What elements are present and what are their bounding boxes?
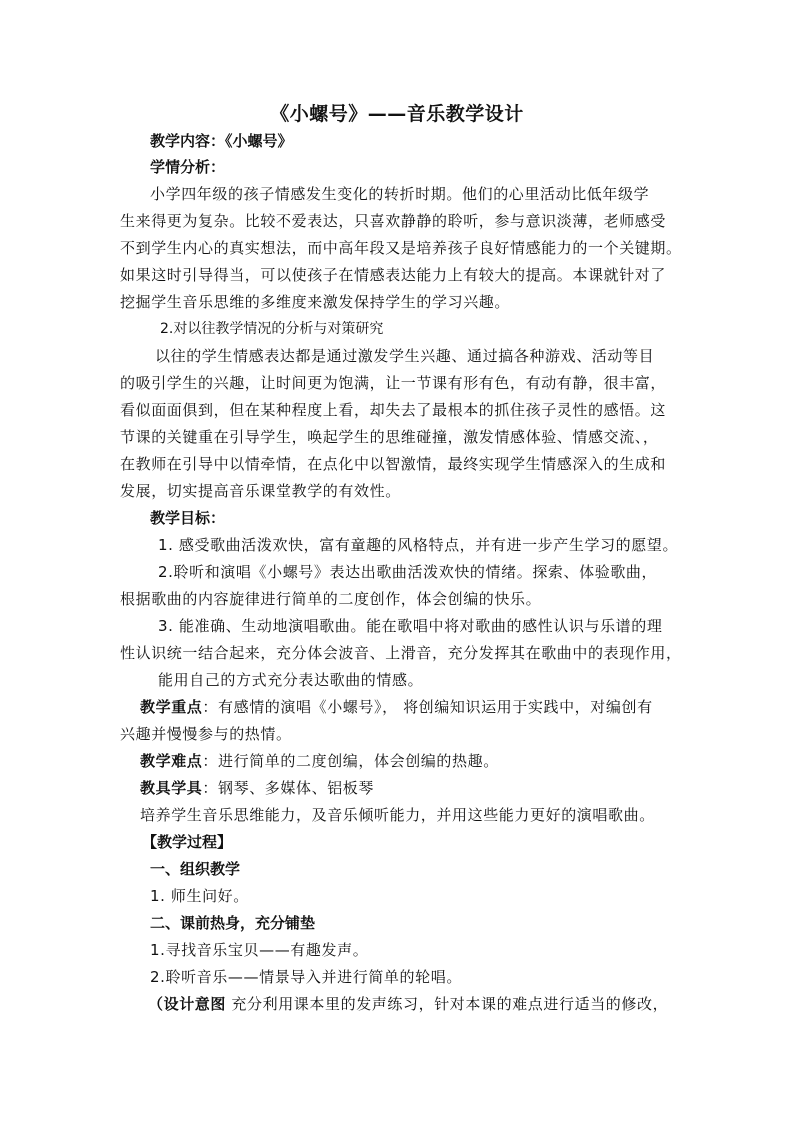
difficulty-line [140,751,499,771]
content-label: 教学内容： [150,132,226,150]
goal-item: 能用自己的方式充分表达歌曲的情感。 [158,671,424,689]
goals-heading: 教学目标： [150,509,226,527]
analysis-p1-line: 生来得更为复杂。比较不爱表达，只喜欢静静的聆听，参与意识淡薄，老师感受 [120,212,667,230]
process-step: 2.聆听音乐——情景导入并进行简单的轮唱。 [150,968,462,986]
analysis-p2-line: 在教师在引导中以情牵情，在点化中以智激情，最终实现学生情感深入的生成和 [120,455,667,473]
analysis-p2-line: 节课的关键重在引导学生，唤起学生的思维碰撞，激发情感体验、情感交流、， [120,428,659,446]
key-point-text: ：有感情的演唱《小螺号》， 将创编知识运用于实践中，对编创有 [202,698,653,716]
content-value: 《小螺号》 [225,132,293,150]
difficulty-text: ：进行简单的二度创编，体会创编的热趣。 [202,752,499,770]
analysis-p1-line: 不到学生内心的真实想法，而中高年段又是培养孩子良好情感能力的一个关键期。 [120,239,682,257]
content-line [150,131,293,151]
key-point-line: 兴趣并慢慢参与的热情。 [120,725,292,743]
analysis-heading: 学情分析： [150,158,226,176]
goal-item: 2.聆听和演唱《小螺号》表达出歌曲活泼欢快的情绪。探索、体验歌曲， [158,563,658,581]
analysis-p1-line: 挖掘学生音乐思维的多维度来激发保持学生的学习兴趣。 [120,293,511,311]
analysis-p2-line: 以往的学生情感表达都是通过激发学生兴趣、通过搞各种游戏、活动等目 [155,347,655,365]
process-heading: 【教学过程】 [142,833,233,851]
analysis-p2-line: 看似面面俱到，但在某种程度上看，却失去了最根本的抓住孩子灵性的感悟。这 [120,401,667,419]
tools-text: ：钢琴、多媒体、铝板琴 [202,779,375,797]
analysis-p1-line: 小学四年级的孩子情感发生变化的转折时期。他们的心里活动比低年级学 [150,185,650,203]
tools-line [140,778,374,798]
analysis-subheading: 2.对以往教学情况的分析与对策研究 [160,321,384,337]
key-point-label: 教学重点 [140,698,203,716]
goal-item: 根据歌曲的内容旋律进行简单的二度创作，体会创编的快乐。 [120,590,542,608]
difficulty-label: 教学难点 [140,752,203,770]
design-intent-text: 充分利用课本里的发声练习，针对本课的难点进行适当的修改， [231,995,669,1013]
goal-item: 3. 能准确、生动地演唱歌曲。能在歌唱中将对歌曲的感性认识与乐谱的理 [158,617,663,635]
goal-item: 1. 感受歌曲活泼欢快，富有童趣的风格特点，并有进一步产生学习的愿望。 [158,536,679,554]
analysis-p2-line: 的吸引学生的兴趣，让时间更为饱满，让一节课有形有色，有动有静，很丰富， [120,374,667,392]
design-intent-line [148,994,668,1014]
design-intent-label: （设计意图 [148,995,227,1013]
key-point-line [140,697,653,717]
goal-item: 性认识统一结合起来，充分体会波音、上滑音，充分发挥其在歌曲中的表现作用， [120,644,682,662]
page-title: 《小螺号》——音乐教学设计 [270,103,524,125]
analysis-p1-line: 如果这时引导得当，可以使孩子在情感表达能力上有较大的提高。本课就针对了 [120,266,667,284]
ability-line: 培养学生音乐思维能力，及音乐倾听能力，并用这些能力更好的演唱歌曲。 [140,806,655,824]
process-section-heading: 一、组织教学 [150,860,241,878]
process-step: 1. 师生问好。 [150,887,249,905]
process-step: 1.寻找音乐宝贝——有趣发声。 [150,941,369,959]
analysis-p2-line: 发展，切实提高音乐课堂教学的有效性。 [120,482,401,500]
process-section-heading: 二、课前热身，充分铺垫 [150,914,316,932]
tools-label: 教具学具 [140,779,203,797]
